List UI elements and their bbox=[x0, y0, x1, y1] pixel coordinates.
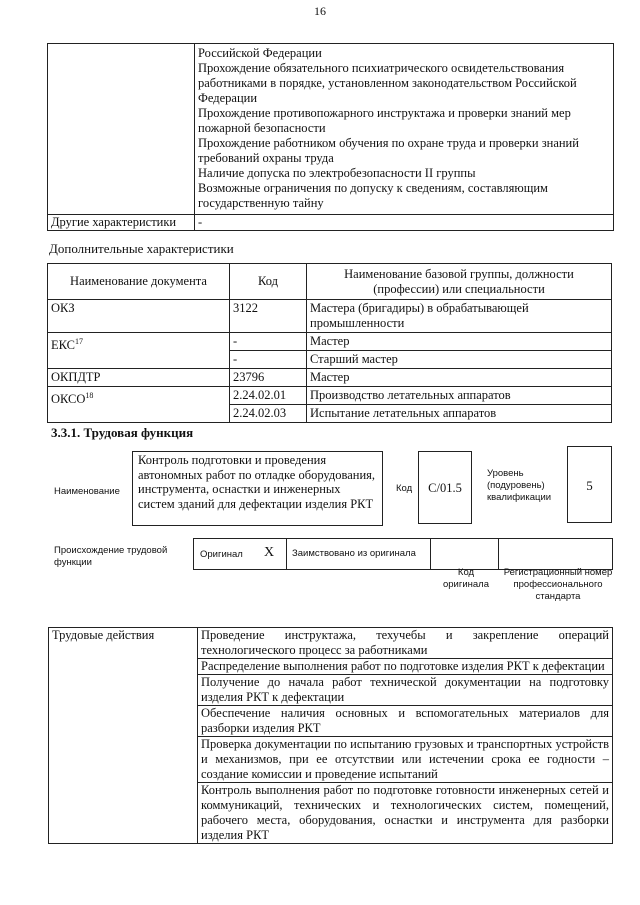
table-row bbox=[48, 387, 612, 405]
labor-actions-label: Трудовые действия bbox=[49, 628, 198, 844]
name-cell: Испытание летательных аппаратов bbox=[307, 405, 612, 423]
level-box: 5 bbox=[567, 446, 612, 523]
table-row bbox=[48, 369, 612, 387]
code-cell: 3122 bbox=[230, 300, 307, 333]
requirement-line: Наличие допуска по электробезопасности II группы bbox=[198, 166, 476, 180]
requirements-label-cell bbox=[48, 44, 195, 215]
header-group: Наименование базовой группы, должности (профессии) или специальности bbox=[307, 264, 612, 300]
code-cell: 2.24.02.03 bbox=[230, 405, 307, 423]
page-number: 16 bbox=[314, 4, 326, 18]
doc-cell: ОКЗ bbox=[48, 300, 230, 333]
name-cell: Мастер bbox=[307, 369, 612, 387]
additional-table bbox=[47, 263, 612, 423]
name-cell: Старший мастер bbox=[307, 351, 612, 369]
doc-cell: ОКПДТР bbox=[48, 369, 230, 387]
function-name-box: Контроль подготовки и проведения автономных работ по отладке оборудования, инструмента, оснастки и инженерных систем зданий для дефектации изделия РКТ bbox=[132, 451, 383, 526]
code-label: Код bbox=[396, 483, 413, 494]
name-cell: Производство летательных аппаратов bbox=[307, 387, 612, 405]
action-item: Проведение инструктажа, техучебы и закрепление операций технологического процесс за работниками bbox=[198, 628, 613, 659]
additional-title: Дополнительные характеристики bbox=[49, 241, 234, 256]
doc-cell: ОКСО$^{18}$ bbox=[48, 387, 230, 423]
original-label: Оригинал bbox=[200, 549, 243, 560]
action-item: Получение до начала работ технической документации на подготовку изделия РКТ к дефектации bbox=[198, 675, 613, 706]
requirement-line: Прохождение противопожарного инструктажа и проверки знаний мер пожарной безопасности bbox=[198, 106, 571, 135]
borrowed-label: Заимствовано из оригинала bbox=[292, 548, 416, 559]
registration-number-label: Регистрационный номер профессионального стандарта bbox=[503, 567, 613, 602]
function-code-box: С/01.5 bbox=[418, 451, 472, 524]
code-cell: 2.24.02.01 bbox=[230, 387, 307, 405]
original-code-label: Код оригинала bbox=[442, 567, 489, 590]
name-label: Наименование bbox=[54, 486, 120, 497]
level-label: Уровень (подуровень) квалификации bbox=[487, 468, 552, 503]
requirements-cell bbox=[195, 44, 614, 215]
requirement-line: Возможные ограничения по допуску к сведениям, составляющим государственную тайну bbox=[198, 181, 548, 210]
other-characteristics-value: - bbox=[195, 215, 614, 231]
action-item: Обеспечение наличия основных и вспомогательных материалов для разборки изделия РКТ bbox=[198, 706, 613, 737]
requirement-line: Российской Федерации bbox=[198, 46, 322, 60]
action-item: Распределение выполнения работ по подготовке изделия РКТ к дефектации bbox=[198, 659, 613, 675]
doc-cell: ЕКС$^{17}$ bbox=[48, 333, 230, 369]
code-cell: - bbox=[230, 351, 307, 369]
requirement-line: Прохождение работником обучения по охране труда и проверки знаний требований охраны труда bbox=[198, 136, 579, 165]
name-cell: Мастера (бригадиры) в обрабатывающей промышленности bbox=[307, 300, 612, 333]
function-heading: 3.3.1. Трудовая функция bbox=[51, 425, 194, 440]
code-cell: - bbox=[230, 333, 307, 351]
header-document: Наименование документа bbox=[48, 264, 230, 300]
requirement-line: Прохождение обязательного психиатрического освидетельствования работниками в порядке, установленном законодательством Российской Федерации bbox=[198, 61, 577, 105]
action-item: Контроль выполнения работ по подготовке готовности инженерных сетей и коммуникаций, технических и технологических систем, помещений, рабочего места, оборудования, оснастки и инструмента для разборки изделия РКТ bbox=[198, 783, 613, 844]
original-mark: X bbox=[264, 545, 275, 560]
header-code: Код bbox=[230, 264, 307, 300]
requirements-table bbox=[47, 43, 614, 231]
table-row bbox=[48, 300, 612, 333]
action-item: Проверка документации по испытанию грузовых и транспортных устройств и механизмов, при ее отсутствии или истечении срока ее годности – создание комиссии и проведение испытаний bbox=[198, 737, 613, 783]
labor-actions-table bbox=[48, 627, 613, 844]
code-cell: 23796 bbox=[230, 369, 307, 387]
origin-label: Происхождение трудовой функции bbox=[54, 545, 168, 568]
table-row bbox=[48, 333, 612, 351]
name-cell: Мастер bbox=[307, 333, 612, 351]
other-characteristics-label: Другие характеристики bbox=[48, 215, 195, 231]
